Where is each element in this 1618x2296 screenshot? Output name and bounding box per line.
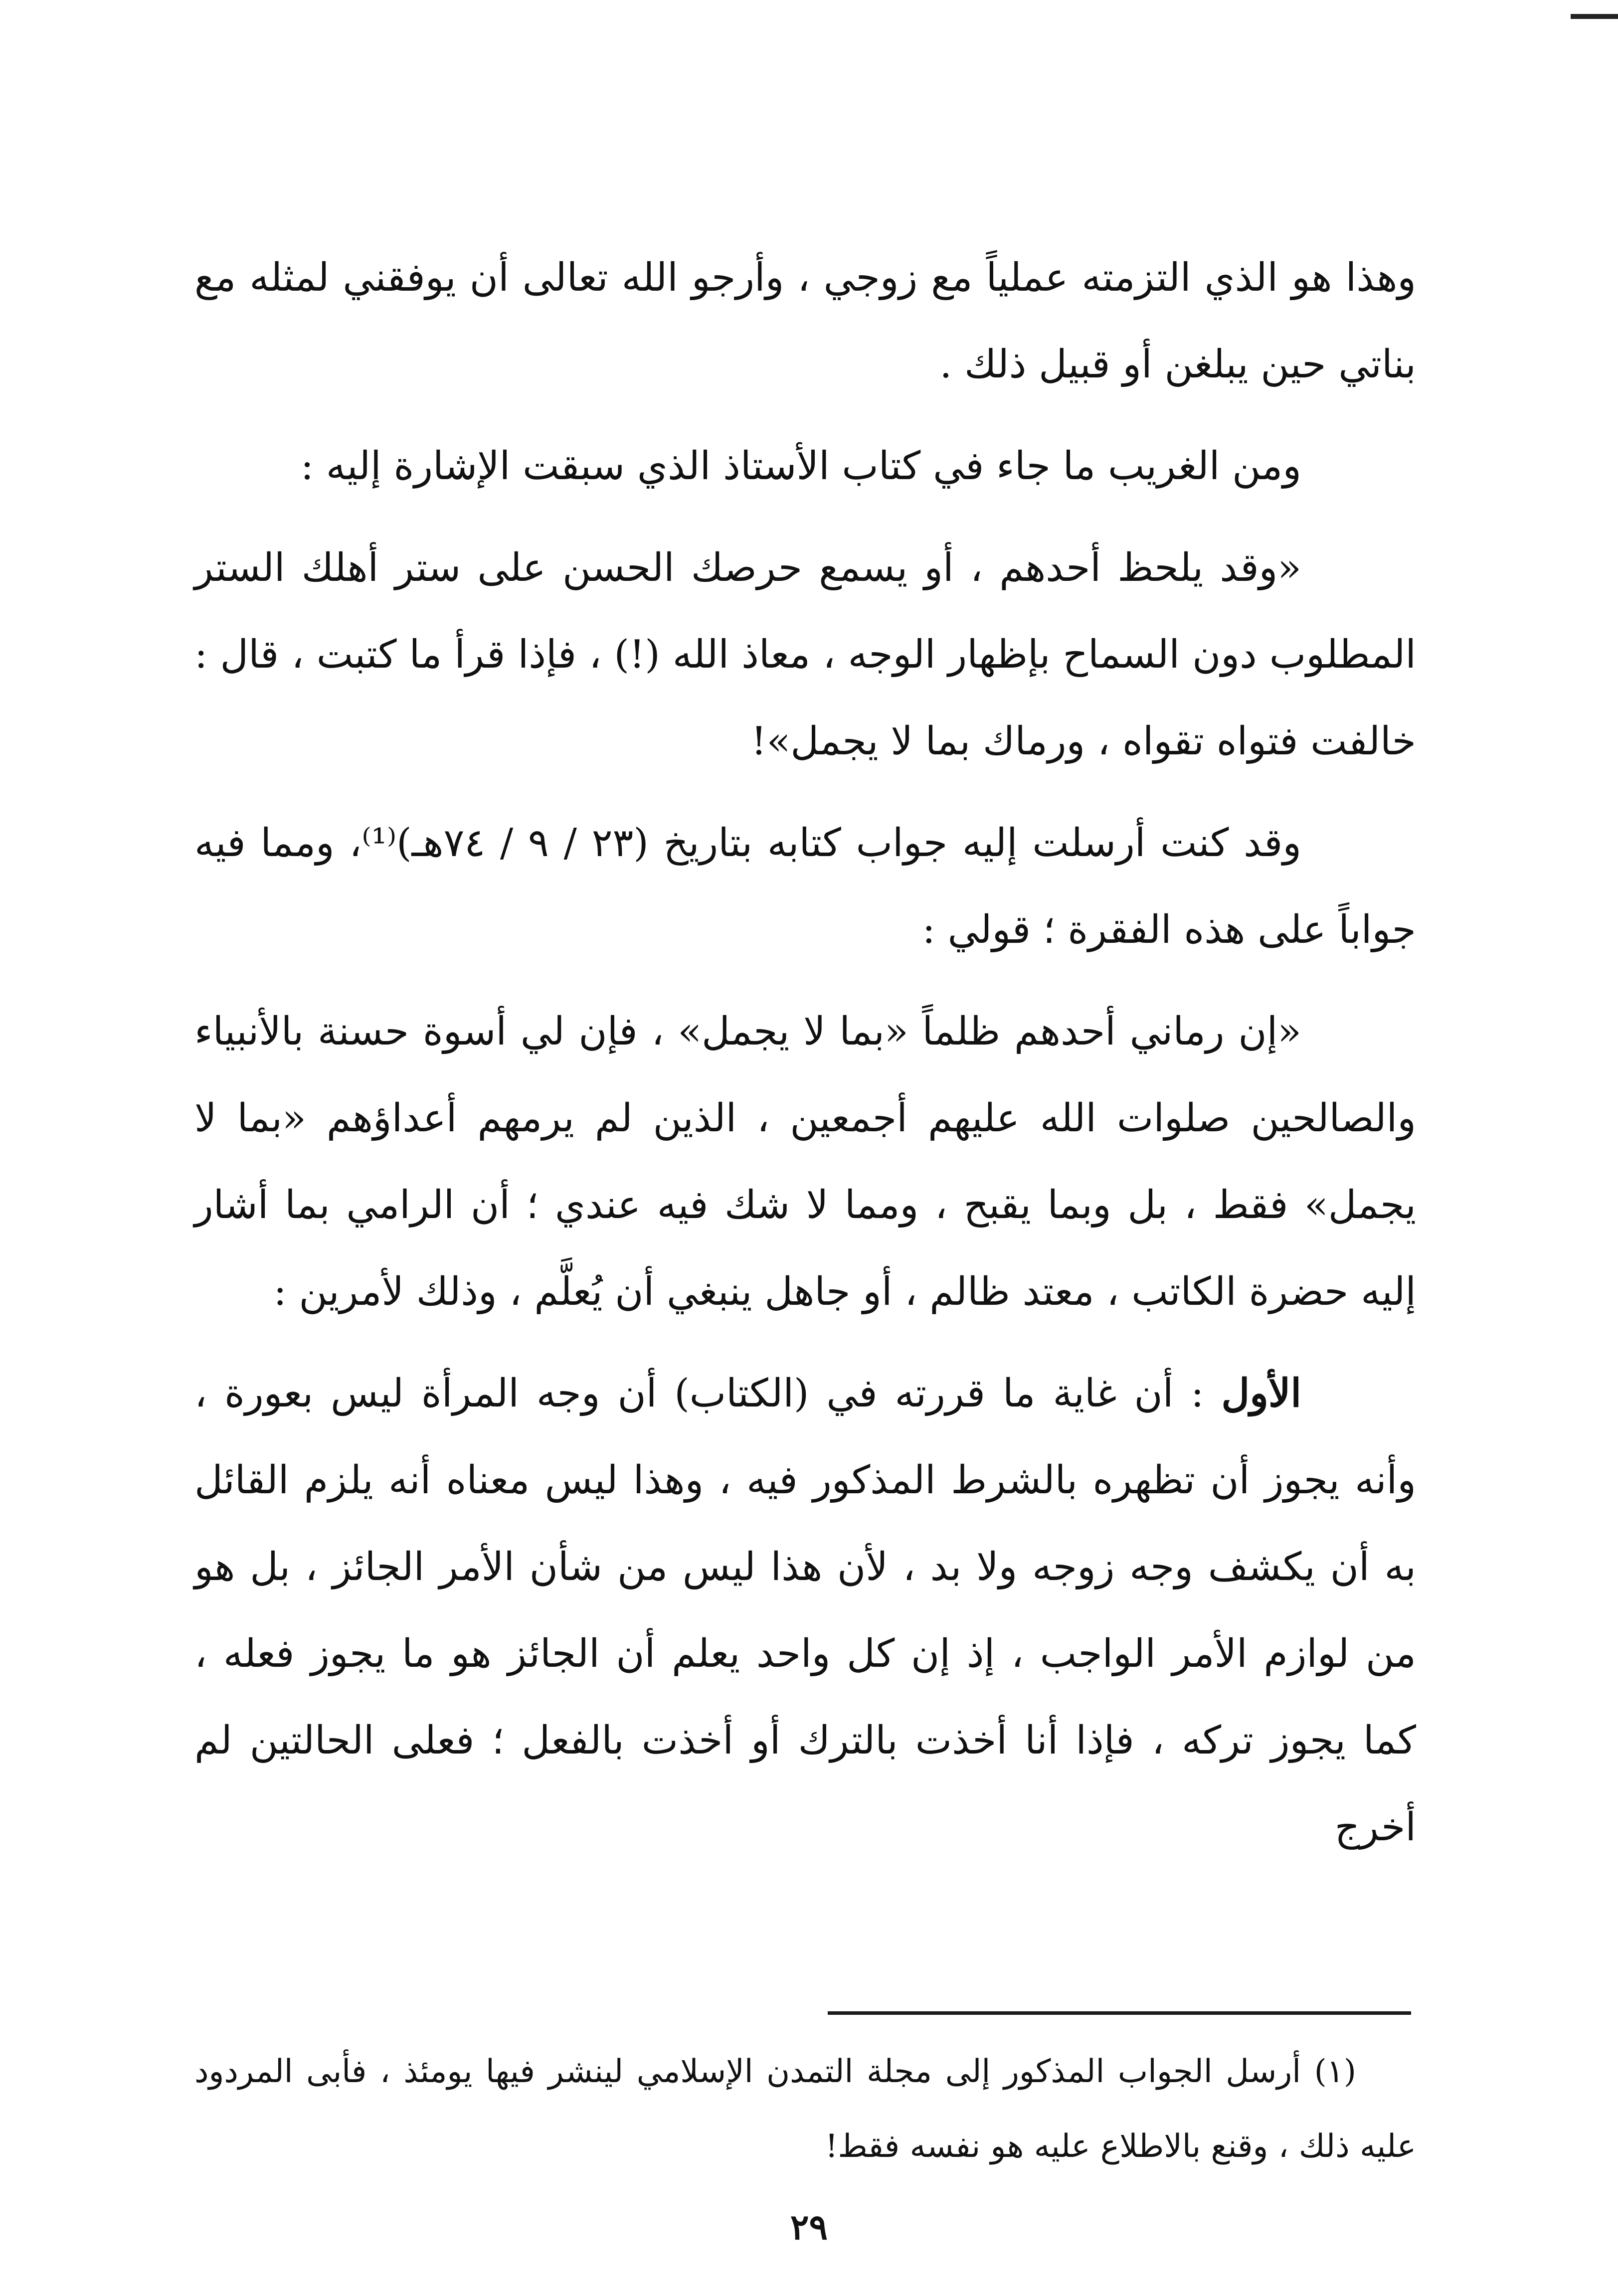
page-number: ٢٩: [790, 2206, 828, 2248]
paragraph-lead-word: الأول: [1221, 1371, 1302, 1416]
paragraph-2: [194, 423, 1416, 510]
paragraph-first-reason: [194, 1350, 1416, 1871]
paragraph-text: وقد كنت أرسلت إليه جواب كتابه بتاريخ (٢٣ / ٩ / ٧٤هـ)⁽¹⁾، ومما فيه جواباً على هذه الفقرة ؛ قولي :: [194, 821, 1416, 952]
paragraph-text: وهذا هو الذي التزمته عملياً مع زوجي ، وأرجو الله تعالى أن يوفقني لمثله مع بناتي حين يبلغن أو قبيل ذلك .: [194, 255, 1416, 387]
paragraph-3: [194, 800, 1416, 973]
paragraph-text: «إن رماني أحدهم ظلماً «بما لا يجمل» ، فإن لي أسوة حسنة بالأنبياء والصالحين صلوات الله عليهم أجمعين ، الذين لم يرمهم أعداؤهم «بما لا يجمل» فقط ، بل وبما يقبح ، ومما لا شك فيه عندي ؛ أن الرامي بما أشار إليه حضرة الكاتب ، معتد ظالم ، أو جاهل ينبغي أن يُعلَّم ، وذلك لأمرين :: [194, 1009, 1416, 1314]
footnote-divider: [828, 2011, 1411, 2015]
footnotes: [194, 2034, 1416, 2184]
paragraph-text: : أن غاية ما قررته في (الكتاب) أن وجه المرأة ليس بعورة ، وأنه يجوز أن تظهره بالشرط المذكور فيه ، وهذا ليس معناه أنه يلزم القائل به أن يكشف وجه زوجه ولا بد ، لأن هذا ليس من شأن الأمر الجائز ، بل هو من لوازم الأمر الواجب ، إذ إن كل واحد يعلم أن الجائز هو ما يجوز فعله ، كما يجوز تركه ، فإذا أنا أخذت بالترك أو أخذت بالفعل ؛ فعلى الحالتين لم أخرج: [194, 1371, 1416, 1850]
quote-paragraph-1: [194, 525, 1416, 785]
paragraph-text: ومن الغريب ما جاء في كتاب الأستاذ الذي سبقت الإشارة إليه :: [300, 444, 1301, 489]
paragraph-1: [194, 234, 1416, 408]
quote-paragraph-2: [194, 988, 1416, 1335]
footnote-1: (١) أرسل الجواب المذكور إلى مجلة التمدن الإسلامي لينشر فيها يومئذ ، فأبى المردود عليه ذلك ، وقنع بالاطلاع عليه هو نفسه فقط!: [194, 2053, 1416, 2165]
paragraph-text: «وقد يلحظ أحدهم ، أو يسمع حرصك الحسن على ستر أهلك الستر المطلوب دون السماح بإظهار الوجه ، معاذ الله (!) ، فإذا قرأ ما كتبت ، قال : خالفت فتواه تقواه ، ورماك بما لا يجمل»!: [194, 545, 1416, 764]
main-text: [194, 234, 1416, 1886]
